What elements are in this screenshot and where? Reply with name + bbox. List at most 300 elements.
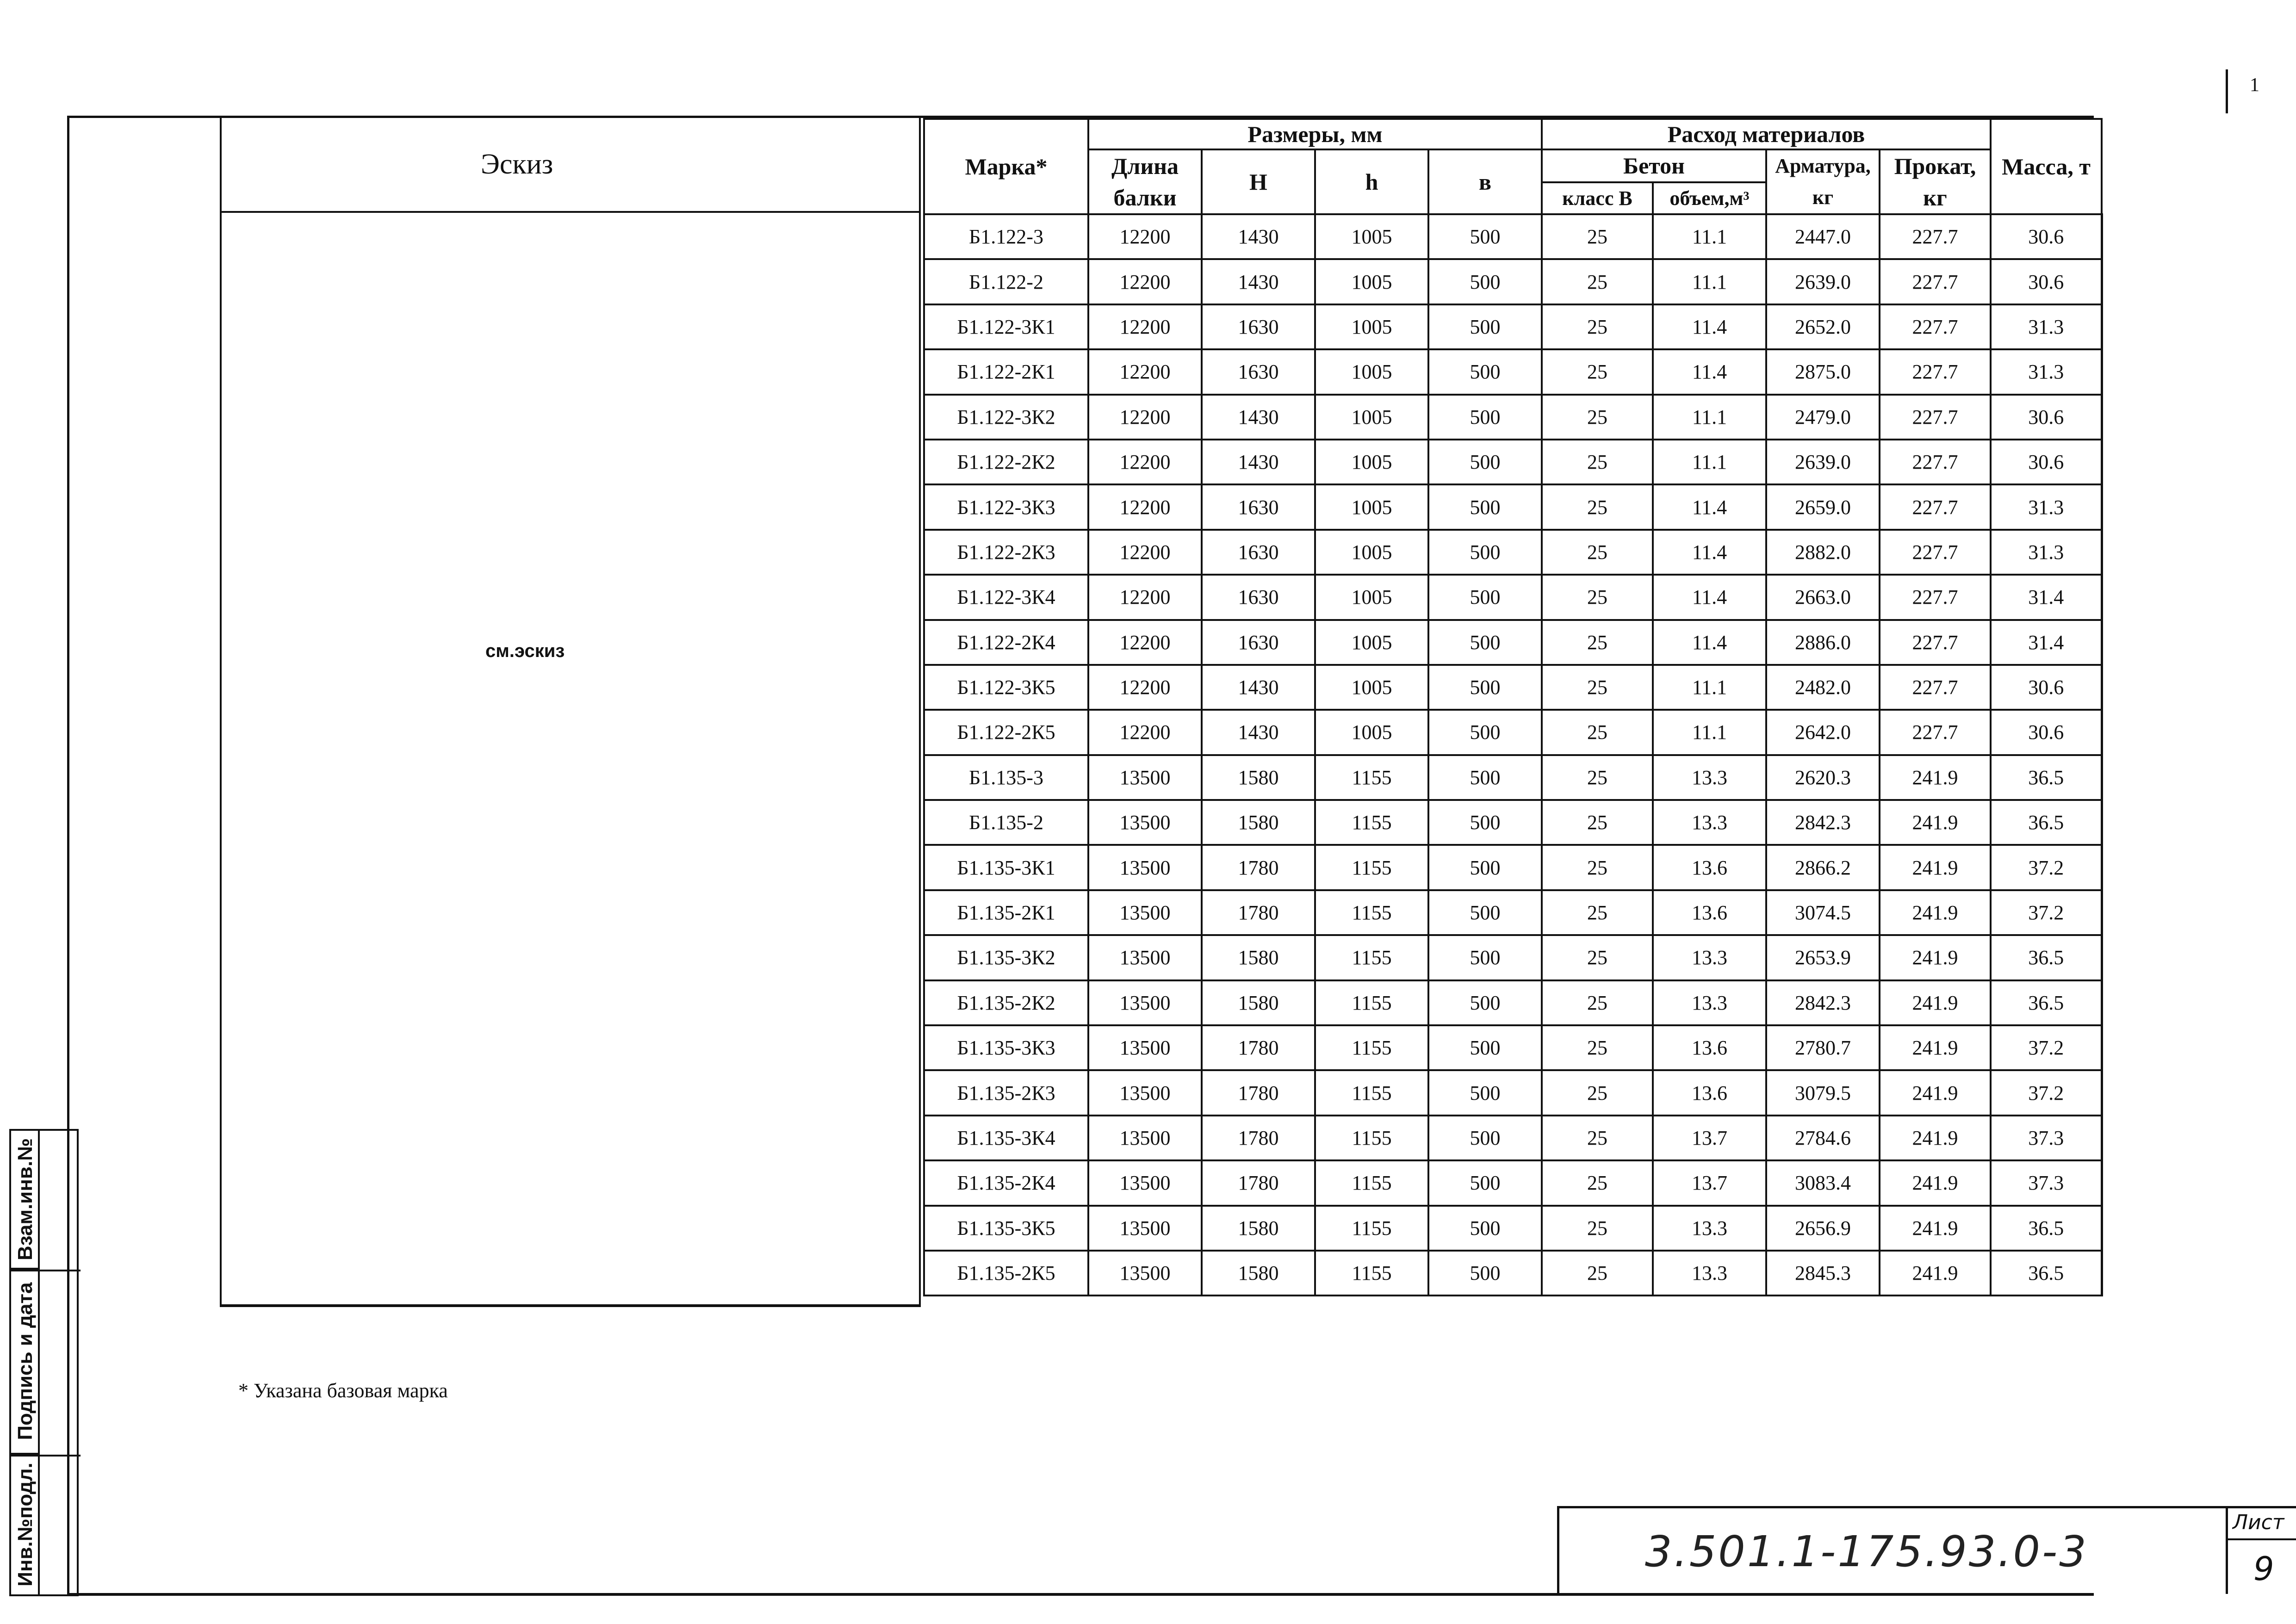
cell-mark: Б1.122-2 [924,259,1088,304]
cell-H: 1630 [1202,349,1315,394]
cell-mass: 37.2 [1991,1025,2102,1070]
cell-H: 1630 [1202,304,1315,349]
cell-concrete-volume: 11.1 [1653,440,1766,484]
cell-concrete-volume: 13.3 [1653,1206,1766,1251]
cell-mark: Б1.135-2К4 [924,1160,1088,1205]
table-row [924,710,2102,755]
cell-mark: Б1.122-3К1 [924,304,1088,349]
cell-h: 1155 [1315,1160,1428,1205]
cell-reinforcement: 2780.7 [1766,1025,1880,1070]
table-row [924,890,2102,935]
cell-rolled-steel: 241.9 [1880,1070,1991,1115]
cell-H: 1630 [1202,484,1315,529]
cell-b: 500 [1428,1160,1542,1205]
sketch-header: Эскиз [481,149,553,180]
cell-rolled-steel: 241.9 [1880,845,1991,890]
cell-mark: Б1.122-3К5 [924,665,1088,710]
cell-mark: Б1.135-3К1 [924,845,1088,890]
cell-h: 1005 [1315,710,1428,755]
cell-mark: Б1.135-2К1 [924,890,1088,935]
cell-concrete-class: 25 [1542,1160,1653,1205]
cell-mass: 30.6 [1991,259,2102,304]
cell-H: 1580 [1202,980,1315,1025]
side-stamp-divider [11,1270,81,1271]
cell-H: 1780 [1202,1116,1315,1160]
cell-reinforcement: 3079.5 [1766,1070,1880,1115]
cell-mass: 36.5 [1991,800,2102,845]
sheet-page-number: 9 [2253,1550,2274,1588]
sheet-box-divider [2228,1538,2296,1540]
cell-h: 1005 [1315,349,1428,394]
cell-H: 1430 [1202,710,1315,755]
cell-concrete-volume: 11.1 [1653,665,1766,710]
cell-concrete-volume: 13.7 [1653,1160,1766,1205]
cell-h: 1155 [1315,980,1428,1025]
cell-length: 13500 [1088,1160,1202,1205]
cell-length: 12200 [1088,395,1202,440]
table-row [924,530,2102,575]
table-row [924,1251,2102,1295]
cell-h: 1005 [1315,259,1428,304]
cell-reinforcement: 2656.9 [1766,1206,1880,1251]
header-beton: Бетон [1542,149,1766,182]
cell-length: 12200 [1088,665,1202,710]
cell-length: 12200 [1088,214,1202,259]
cell-h: 1005 [1315,575,1428,620]
cell-concrete-volume: 13.6 [1653,845,1766,890]
cell-b: 500 [1428,530,1542,575]
cell-length: 13500 [1088,1025,1202,1070]
header-klass: класс В [1542,182,1653,215]
cell-reinforcement: 2842.3 [1766,980,1880,1025]
cell-length: 12200 [1088,349,1202,394]
cell-rolled-steel: 241.9 [1880,935,1991,980]
cell-H: 1780 [1202,890,1315,935]
cell-mark: Б1.135-2 [924,800,1088,845]
header-H: Н [1202,149,1315,214]
cell-concrete-class: 25 [1542,440,1653,484]
cell-b: 500 [1428,1116,1542,1160]
cell-mark: Б1.135-3К2 [924,935,1088,980]
cell-mass: 31.4 [1991,575,2102,620]
cell-h: 1005 [1315,484,1428,529]
cell-mark: Б1.122-2К3 [924,530,1088,575]
cell-concrete-volume: 13.6 [1653,1070,1766,1115]
sheet-corner-tick [2226,69,2228,113]
side-stamp-divider [11,1455,81,1457]
table-row [924,304,2102,349]
cell-b: 500 [1428,1070,1542,1115]
cell-concrete-volume: 13.3 [1653,980,1766,1025]
cell-concrete-class: 25 [1542,1070,1653,1115]
table-row [924,484,2102,529]
side-stamp-label-column [11,1131,40,1594]
cell-concrete-class: 25 [1542,710,1653,755]
cell-length: 12200 [1088,530,1202,575]
cell-mass: 36.5 [1991,935,2102,980]
cell-concrete-volume: 11.1 [1653,259,1766,304]
cell-reinforcement: 2639.0 [1766,440,1880,484]
cell-mark: Б1.122-2К4 [924,620,1088,665]
table-row [924,349,2102,394]
cell-H: 1780 [1202,1070,1315,1115]
cell-length: 12200 [1088,259,1202,304]
cell-length: 12200 [1088,620,1202,665]
cell-rolled-steel: 227.7 [1880,440,1991,484]
cell-mark: Б1.135-3К3 [924,1025,1088,1070]
cell-mark: Б1.135-3 [924,755,1088,800]
cell-H: 1430 [1202,259,1315,304]
side-stamp [9,1129,79,1596]
cell-H: 1630 [1202,530,1315,575]
cell-concrete-class: 25 [1542,1116,1653,1160]
cell-rolled-steel: 241.9 [1880,1116,1991,1160]
table-row [924,1160,2102,1205]
cell-h: 1155 [1315,1025,1428,1070]
cell-mass: 30.6 [1991,710,2102,755]
cell-mass: 37.3 [1991,1160,2102,1205]
cell-H: 1580 [1202,1251,1315,1295]
cell-rolled-steel: 227.7 [1880,259,1991,304]
cell-b: 500 [1428,620,1542,665]
cell-rolled-steel: 241.9 [1880,1025,1991,1070]
cell-concrete-class: 25 [1542,845,1653,890]
cell-mass: 37.3 [1991,1116,2102,1160]
side-stamp-cell-podpis [11,1270,40,1455]
cell-concrete-volume: 11.4 [1653,484,1766,529]
cell-h: 1155 [1315,935,1428,980]
cell-mark: Б1.122-2К1 [924,349,1088,394]
cell-mass: 36.5 [1991,755,2102,800]
sheet-box [2226,1506,2296,1594]
document-code: 3.501.1-175.93.0-3 [1645,1527,2088,1576]
cell-rolled-steel: 227.7 [1880,304,1991,349]
cell-rolled-steel: 227.7 [1880,395,1991,440]
cell-concrete-class: 25 [1542,755,1653,800]
cell-length: 13500 [1088,845,1202,890]
cell-h: 1005 [1315,214,1428,259]
cell-b: 500 [1428,349,1542,394]
table-row [924,1116,2102,1160]
table-row [924,214,2102,259]
cell-mass: 37.2 [1991,845,2102,890]
cell-reinforcement: 2866.2 [1766,845,1880,890]
footnote: * Указана базовая марка [238,1379,448,1402]
cell-concrete-class: 25 [1542,530,1653,575]
cell-b: 500 [1428,710,1542,755]
cell-b: 500 [1428,259,1542,304]
sheet-label: Лист [2233,1511,2284,1534]
cell-h: 1155 [1315,755,1428,800]
cell-concrete-volume: 11.4 [1653,620,1766,665]
cell-reinforcement: 2882.0 [1766,530,1880,575]
cell-rolled-steel: 241.9 [1880,980,1991,1025]
cell-length: 13500 [1088,890,1202,935]
cell-h: 1155 [1315,800,1428,845]
cell-mass: 30.6 [1991,214,2102,259]
table-row [924,1206,2102,1251]
table-row [924,1025,2102,1070]
cell-reinforcement: 2886.0 [1766,620,1880,665]
cell-mass: 31.3 [1991,484,2102,529]
cell-mark: Б1.122-3К4 [924,575,1088,620]
cell-concrete-volume: 13.7 [1653,1116,1766,1160]
cell-b: 500 [1428,1025,1542,1070]
cell-h: 1005 [1315,304,1428,349]
cell-reinforcement: 2642.0 [1766,710,1880,755]
cell-concrete-class: 25 [1542,890,1653,935]
cell-reinforcement: 2652.0 [1766,304,1880,349]
cell-h: 1155 [1315,1116,1428,1160]
cell-mass: 37.2 [1991,1070,2102,1115]
table-row [924,845,2102,890]
cell-rolled-steel: 241.9 [1880,1160,1991,1205]
table-row [924,755,2102,800]
cell-mark: Б1.122-3К2 [924,395,1088,440]
cell-h: 1005 [1315,395,1428,440]
cell-H: 1580 [1202,1206,1315,1251]
table-row [924,980,2102,1025]
table-row [924,440,2102,484]
cell-b: 500 [1428,575,1542,620]
cell-rolled-steel: 227.7 [1880,530,1991,575]
sketch-header-cell [222,118,919,213]
cell-length: 13500 [1088,1070,1202,1115]
cell-mass: 37.2 [1991,890,2102,935]
cell-rolled-steel: 227.7 [1880,214,1991,259]
cell-concrete-class: 25 [1542,214,1653,259]
cell-length: 12200 [1088,484,1202,529]
table-row [924,665,2102,710]
cell-mass: 30.6 [1991,395,2102,440]
cell-concrete-volume: 13.3 [1653,755,1766,800]
cell-concrete-class: 25 [1542,935,1653,980]
cell-mark: Б1.122-3К3 [924,484,1088,529]
cell-h: 1155 [1315,845,1428,890]
sketch-note: см.эскиз [485,641,565,661]
cell-rolled-steel: 241.9 [1880,1206,1991,1251]
cell-h: 1155 [1315,1070,1428,1115]
cell-reinforcement: 2845.3 [1766,1251,1880,1295]
header-dlina: Длина балки [1088,149,1202,214]
cell-b: 500 [1428,980,1542,1025]
table-row [924,259,2102,304]
cell-reinforcement: 2663.0 [1766,575,1880,620]
header-marka: Марка* [924,119,1088,214]
cell-reinforcement: 3074.5 [1766,890,1880,935]
cell-h: 1155 [1315,1251,1428,1295]
cell-b: 500 [1428,395,1542,440]
cell-concrete-class: 25 [1542,395,1653,440]
cell-length: 13500 [1088,1116,1202,1160]
cell-concrete-class: 25 [1542,800,1653,845]
header-prokat: Прокат, кг [1880,149,1991,214]
cell-H: 1630 [1202,575,1315,620]
cell-rolled-steel: 241.9 [1880,800,1991,845]
cell-reinforcement: 2659.0 [1766,484,1880,529]
header-razmery: Размеры, мм [1088,119,1542,149]
cell-mark: Б1.122-3 [924,214,1088,259]
cell-reinforcement: 2875.0 [1766,349,1880,394]
cell-concrete-class: 25 [1542,1206,1653,1251]
side-stamp-cell-inv [11,1455,40,1594]
cell-mark: Б1.135-3К5 [924,1206,1088,1251]
cell-rolled-steel: 227.7 [1880,349,1991,394]
cell-b: 500 [1428,214,1542,259]
title-block [1557,1506,2233,1594]
cell-length: 13500 [1088,800,1202,845]
cell-h: 1005 [1315,530,1428,575]
cell-b: 500 [1428,1251,1542,1295]
cell-mass: 31.3 [1991,530,2102,575]
cell-mark: Б1.135-3К4 [924,1116,1088,1160]
cell-rolled-steel: 241.9 [1880,890,1991,935]
table-row [924,1070,2102,1115]
cell-reinforcement: 2842.3 [1766,800,1880,845]
cell-H: 1430 [1202,214,1315,259]
cell-H: 1780 [1202,845,1315,890]
cell-reinforcement: 2784.6 [1766,1116,1880,1160]
cell-H: 1780 [1202,1025,1315,1070]
cell-concrete-volume: 13.6 [1653,1025,1766,1070]
cell-length: 13500 [1088,1251,1202,1295]
cell-concrete-class: 25 [1542,665,1653,710]
table-row [924,800,2102,845]
cell-b: 500 [1428,755,1542,800]
cell-concrete-class: 25 [1542,349,1653,394]
cell-b: 500 [1428,935,1542,980]
cell-mass: 30.6 [1991,440,2102,484]
cell-rolled-steel: 227.7 [1880,575,1991,620]
cell-concrete-volume: 11.1 [1653,214,1766,259]
cell-mark: Б1.122-2К5 [924,710,1088,755]
table-body [924,214,2102,1295]
beam-specification-table [923,118,2103,1296]
cell-h: 1005 [1315,440,1428,484]
cell-concrete-volume: 11.4 [1653,530,1766,575]
cell-length: 12200 [1088,440,1202,484]
cell-mass: 30.6 [1991,665,2102,710]
cell-mark: Б1.122-2К2 [924,440,1088,484]
header-armatura: Арматура, кг [1766,149,1880,214]
cell-length: 13500 [1088,980,1202,1025]
header-massa: Масса, т [1991,119,2102,214]
cell-reinforcement: 2653.9 [1766,935,1880,980]
cell-h: 1155 [1315,890,1428,935]
side-stamp-cell-vzam [11,1131,40,1270]
cell-h: 1005 [1315,665,1428,710]
cell-length: 12200 [1088,304,1202,349]
cell-length: 13500 [1088,755,1202,800]
cell-length: 13500 [1088,1206,1202,1251]
cell-concrete-volume: 11.1 [1653,395,1766,440]
cell-b: 500 [1428,1206,1542,1251]
side-stamp-label: Подпись и дата [14,1282,37,1440]
cell-mass: 31.4 [1991,620,2102,665]
cell-concrete-volume: 13.6 [1653,890,1766,935]
cell-concrete-volume: 13.3 [1653,1251,1766,1295]
cell-concrete-class: 25 [1542,304,1653,349]
cell-concrete-class: 25 [1542,1025,1653,1070]
cell-concrete-volume: 11.4 [1653,575,1766,620]
cell-b: 500 [1428,890,1542,935]
table-row [924,935,2102,980]
cell-concrete-class: 25 [1542,259,1653,304]
cell-H: 1430 [1202,440,1315,484]
header-rashod: Расход материалов [1542,119,1991,149]
cell-length: 13500 [1088,935,1202,980]
cell-concrete-volume: 13.3 [1653,800,1766,845]
cell-reinforcement: 2639.0 [1766,259,1880,304]
cell-concrete-class: 25 [1542,1251,1653,1295]
cell-rolled-steel: 227.7 [1880,484,1991,529]
cell-concrete-class: 25 [1542,980,1653,1025]
header-h: h [1315,149,1428,214]
cell-mark: Б1.135-2К3 [924,1070,1088,1115]
header-b: в [1428,149,1542,214]
cell-H: 1430 [1202,395,1315,440]
cell-H: 1780 [1202,1160,1315,1205]
cell-b: 500 [1428,440,1542,484]
cell-reinforcement: 2620.3 [1766,755,1880,800]
side-stamp-label: Взам.инв.№ [14,1138,37,1261]
cell-rolled-steel: 227.7 [1880,620,1991,665]
cell-h: 1155 [1315,1206,1428,1251]
cell-rolled-steel: 241.9 [1880,755,1991,800]
cell-concrete-volume: 11.4 [1653,349,1766,394]
cell-mass: 36.5 [1991,1251,2102,1295]
cell-rolled-steel: 241.9 [1880,1251,1991,1295]
cell-concrete-class: 25 [1542,620,1653,665]
cell-rolled-steel: 227.7 [1880,710,1991,755]
cell-mass: 36.5 [1991,980,2102,1025]
cell-mass: 31.3 [1991,349,2102,394]
cell-concrete-class: 25 [1542,484,1653,529]
table-row [924,395,2102,440]
cell-H: 1580 [1202,800,1315,845]
cell-reinforcement: 2447.0 [1766,214,1880,259]
cell-H: 1430 [1202,665,1315,710]
sheet-number: 1 [2250,74,2259,96]
cell-H: 1580 [1202,755,1315,800]
cell-b: 500 [1428,800,1542,845]
cell-h: 1005 [1315,620,1428,665]
cell-length: 12200 [1088,575,1202,620]
cell-H: 1630 [1202,620,1315,665]
cell-concrete-class: 25 [1542,575,1653,620]
cell-H: 1580 [1202,935,1315,980]
cell-concrete-volume: 11.1 [1653,710,1766,755]
cell-b: 500 [1428,484,1542,529]
cell-concrete-volume: 13.3 [1653,935,1766,980]
cell-mass: 36.5 [1991,1206,2102,1251]
cell-b: 500 [1428,304,1542,349]
cell-b: 500 [1428,845,1542,890]
cell-concrete-volume: 11.4 [1653,304,1766,349]
cell-mass: 31.3 [1991,304,2102,349]
sketch-column [220,118,921,1307]
cell-length: 12200 [1088,710,1202,755]
table-row [924,620,2102,665]
cell-mark: Б1.135-2К5 [924,1251,1088,1295]
cell-reinforcement: 3083.4 [1766,1160,1880,1205]
cell-b: 500 [1428,665,1542,710]
cell-mark: Б1.135-2К2 [924,980,1088,1025]
cell-rolled-steel: 227.7 [1880,665,1991,710]
table-row [924,575,2102,620]
cell-reinforcement: 2482.0 [1766,665,1880,710]
cell-reinforcement: 2479.0 [1766,395,1880,440]
